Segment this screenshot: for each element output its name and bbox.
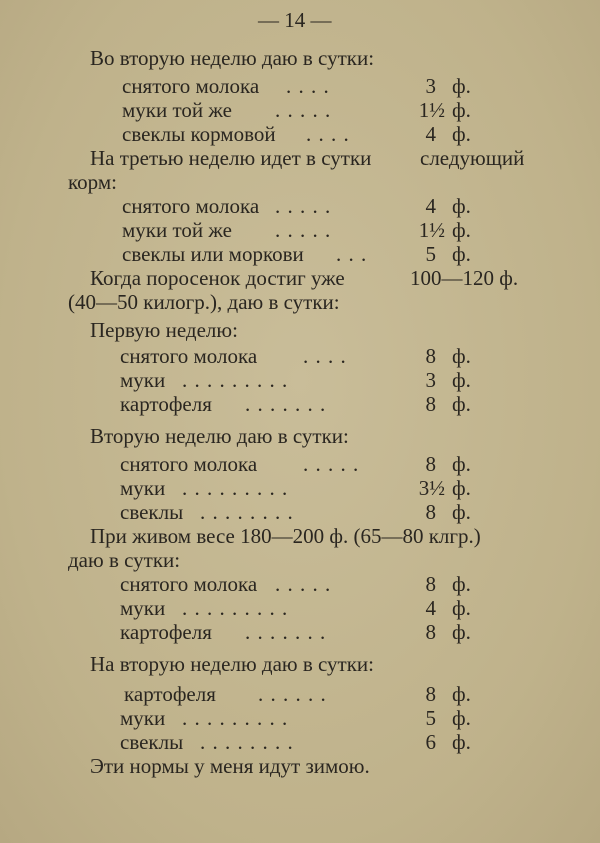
row-quantity: 1½ bbox=[418, 218, 445, 242]
subheading-second-week: Вторую неделю даю в сутки: bbox=[90, 424, 349, 448]
row-leader: . . . . . . . . . bbox=[182, 596, 289, 620]
row-label: муки bbox=[120, 368, 166, 392]
row-quantity: 4 bbox=[425, 122, 436, 146]
row-quantity: 3 bbox=[425, 74, 436, 98]
row-unit: ф. bbox=[452, 500, 471, 524]
paragraph-week-three-end: следующий bbox=[420, 146, 525, 170]
row-label: свеклы или моркови bbox=[122, 242, 304, 266]
row-label: снятого молока bbox=[120, 572, 258, 596]
row-unit: ф. bbox=[452, 122, 471, 146]
paragraph-weight-180: При живом весе 180—200 ф. (65—80 клгр.) bbox=[90, 524, 481, 548]
row-quantity: 8 bbox=[425, 392, 436, 416]
row-label: свеклы bbox=[120, 500, 184, 524]
paragraph-week-three-cont: корм: bbox=[68, 170, 117, 194]
row-leader: . . . . bbox=[306, 122, 350, 146]
row-label: муки bbox=[120, 706, 166, 730]
row-label: свеклы bbox=[120, 730, 184, 754]
row-unit: ф. bbox=[452, 344, 471, 368]
paragraph-weight-180-cont: даю в сутки: bbox=[68, 548, 181, 572]
row-leader: . . . . . bbox=[303, 452, 360, 476]
closing-sentence: Эти нормы у меня идут зимою. bbox=[90, 754, 370, 778]
row-leader: . . . . . . . bbox=[245, 620, 327, 644]
row-unit: ф. bbox=[452, 682, 471, 706]
row-unit: ф. bbox=[452, 392, 471, 416]
paragraph-weight-100-cont: (40—50 килогр.), даю в сутки: bbox=[68, 290, 340, 314]
row-quantity: 8 bbox=[425, 452, 436, 476]
row-label: муки bbox=[120, 596, 166, 620]
row-unit: ф. bbox=[452, 98, 471, 122]
row-unit: ф. bbox=[452, 706, 471, 730]
row-unit: ф. bbox=[452, 452, 471, 476]
row-label: муки bbox=[120, 476, 166, 500]
row-unit: ф. bbox=[452, 242, 471, 266]
row-quantity: 8 bbox=[425, 620, 436, 644]
row-quantity: 8 bbox=[425, 572, 436, 596]
row-leader: . . . . . . . . . bbox=[182, 476, 289, 500]
row-unit: ф. bbox=[452, 194, 471, 218]
paragraph-week-three: На третью неделю идет в сутки bbox=[90, 146, 372, 170]
row-unit: ф. bbox=[452, 218, 471, 242]
row-leader: . . . . . . . . bbox=[200, 500, 294, 524]
row-quantity: 3 bbox=[425, 368, 436, 392]
row-leader: . . . . . . . . . bbox=[182, 368, 289, 392]
row-label: картофеля bbox=[124, 682, 216, 706]
row-unit: ф. bbox=[452, 730, 471, 754]
row-quantity: 8 bbox=[425, 344, 436, 368]
row-label: свеклы кормовой bbox=[122, 122, 276, 146]
row-leader: . . . bbox=[336, 242, 368, 266]
row-label: картофеля bbox=[120, 620, 212, 644]
row-quantity: 6 bbox=[425, 730, 436, 754]
row-label: муки той же bbox=[122, 218, 232, 242]
paragraph-weight-100: Когда поросенок достиг уже bbox=[90, 266, 345, 290]
row-quantity: 5 bbox=[425, 242, 436, 266]
row-leader: . . . . bbox=[303, 344, 347, 368]
row-unit: ф. bbox=[452, 620, 471, 644]
row-label: картофеля bbox=[120, 392, 212, 416]
row-unit: ф. bbox=[452, 572, 471, 596]
row-quantity: 8 bbox=[425, 500, 436, 524]
paragraph-week-two: Во вторую неделю даю в сутки: bbox=[90, 46, 375, 70]
paragraph-weight-100-end: 100—120 ф. bbox=[410, 266, 519, 290]
row-label: муки той же bbox=[122, 98, 232, 122]
row-unit: ф. bbox=[452, 368, 471, 392]
row-unit: ф. bbox=[452, 74, 471, 98]
row-leader: . . . . . bbox=[275, 572, 332, 596]
row-quantity: 3½ bbox=[418, 476, 445, 500]
row-label: снятого молока bbox=[120, 452, 258, 476]
row-leader: . . . . . . bbox=[258, 682, 327, 706]
row-quantity: 8 bbox=[425, 682, 436, 706]
row-quantity: 4 bbox=[425, 596, 436, 620]
row-label: снятого молока bbox=[122, 194, 260, 218]
subheading-second-week-2: На вторую неделю даю в сутки: bbox=[90, 652, 375, 676]
row-quantity: 5 bbox=[425, 706, 436, 730]
row-unit: ф. bbox=[452, 596, 471, 620]
subheading-first-week: Первую неделю: bbox=[90, 318, 238, 342]
row-leader: . . . . . . . bbox=[245, 392, 327, 416]
row-label: снятого молока bbox=[122, 74, 260, 98]
row-leader: . . . . bbox=[286, 74, 330, 98]
row-unit: ф. bbox=[452, 476, 471, 500]
page-number: — 14 — bbox=[258, 8, 332, 32]
row-leader: . . . . . bbox=[275, 98, 332, 122]
row-leader: . . . . . . . . bbox=[200, 730, 294, 754]
row-leader: . . . . . . . . . bbox=[182, 706, 289, 730]
row-quantity: 4 bbox=[425, 194, 436, 218]
row-leader: . . . . . bbox=[275, 218, 332, 242]
row-leader: . . . . . bbox=[275, 194, 332, 218]
row-quantity: 1½ bbox=[418, 98, 445, 122]
row-label: снятого молока bbox=[120, 344, 258, 368]
